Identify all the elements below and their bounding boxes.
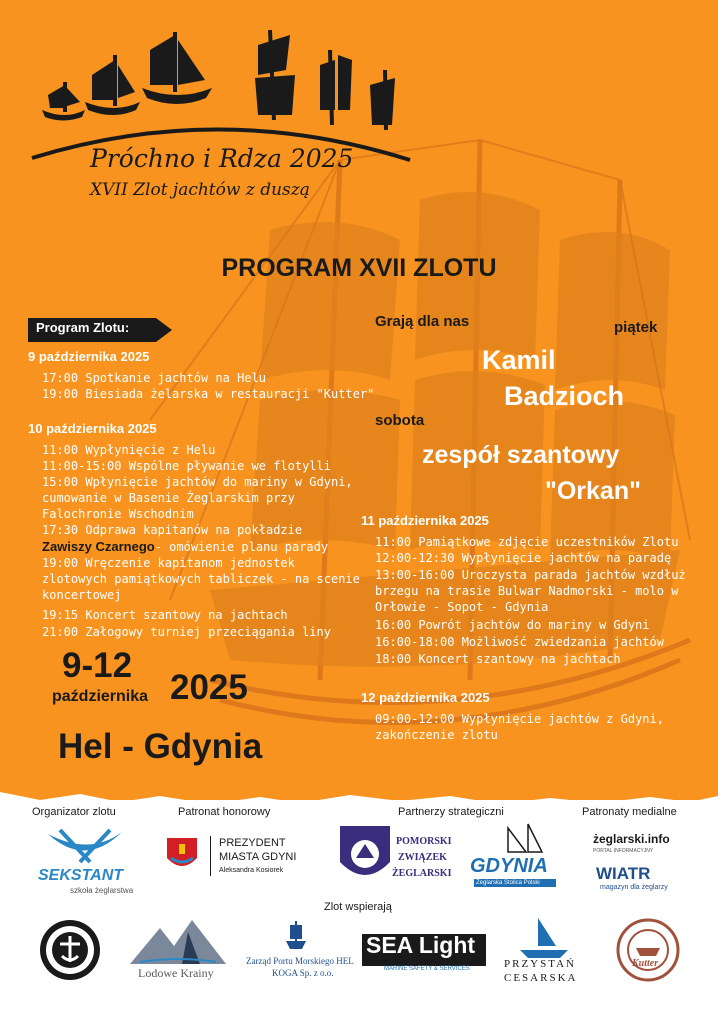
date-range: 9-12 [62,646,133,685]
program-item: 15:00 Wpłynięcie jachtów do mariny w Gdyni, [42,475,353,489]
patronage-header: Patronat honorowy [178,806,271,818]
gdynia-tagline: Żeglarska Stolica Polski [474,879,556,887]
sekstant-logo [40,826,130,868]
program-item: zlotowych pamiątkowych tabliczek - na scenie [42,572,360,586]
program-item: 19:00 Biesiada żelarska w restauracji "Kutter" [42,387,375,401]
zeglarski-tagline: PORTAL INFORMACYJNY [593,848,654,854]
gdynia-ship-icon [498,822,546,858]
friday-artist-line2: Badzioch [504,381,625,411]
program-item: 12:00-12:30 Wypłynięcie jachtów na paradę [375,551,672,565]
program-item: 19:15 Koncert szantowy na jachtach [42,608,288,622]
route: Hel - Gdynia [58,727,263,766]
program-item: 13:00-16:00 Uroczysta parada jachtów wzdłuż [375,568,686,582]
program-item: Falochronie Wschodnim [42,507,194,521]
saturday-artist-line1: zespół szantowy [422,441,620,469]
media-header: Patronaty medialne [582,806,677,818]
event-subtitle: XVII Zlot jachtów z duszą [90,180,310,200]
date-month: października [52,688,149,705]
program-item: 11:00-15:00 Wspólne pływanie we flotylli [42,459,331,473]
program-item: 09:00-12:00 Wypłynięcie jachtów z Gdyni, [375,712,664,726]
przystan-line1: PRZYSTAŃ [504,958,576,970]
president-line1: PREZYDENT [219,837,286,849]
pozz-line3: ŻEGLARSKI [392,868,452,879]
friday-artist-line1: Kamil [482,345,556,375]
program-item: brzegu na trasie Bulwar Nadmorski - molo w [375,584,679,598]
president-name: Aleksandra Kosiorek [219,867,284,874]
saturday-label: sobota [375,412,425,429]
club-badge-icon [38,918,102,982]
program-item: 16:00 Powrót jachtów do mariny w Gdyni [375,618,650,632]
program-item: 17:30 Odprawa kapitanów na pokładzie [42,523,303,537]
program-item: cumowanie w Basenie Żeglarskim przy [42,491,295,505]
przystan-sail-icon [516,916,572,960]
koga-ship-icon [282,921,310,953]
event-name: Próchno i Rdza 2025 [90,144,354,173]
support-header: Zlot wspierają [324,901,392,913]
lodowe-name: Lodowe Krainy [138,966,214,980]
day-heading: 11 października 2025 [361,513,489,528]
day-heading: 9 października 2025 [28,349,150,364]
program-item-emphasis [42,539,328,555]
program-item: 17:00 Spotkanie jachtów na Helu [42,371,266,385]
lodowe-krainy-mountains-icon [130,916,226,966]
partners-header: Partnerzy strategiczni [398,806,504,818]
wiatr-tagline: magazyn dla żeglarzy [600,884,668,891]
president-line2: MIASTA GDYNI [219,851,297,863]
program-item: 18:00 Koncert szantowy na jachtach [375,652,621,666]
gdynia-coat-of-arms-icon [165,836,199,874]
zeglarski-name: żeglarski.info [593,832,670,846]
organizer-header: Organizator zlotu [32,806,116,818]
program-item: koncertowej [42,588,122,602]
program-item: 19:00 Wręczenie kapitanom jednostek [42,556,295,570]
pozz-line2: ZWIĄZEK [398,852,447,863]
saturday-artist-line2: "Orkan" [545,477,641,505]
emphasis-rest: - omówienie planu parady [154,540,329,554]
date-year: 2025 [170,668,248,707]
pozz-emblem-icon [336,822,394,890]
przystan-line2: CESARSKA [504,972,578,984]
day-heading: 12 października 2025 [361,690,490,705]
program-banner-label: Program Zlotu: [36,320,130,335]
sealight-name: SEA Light [366,932,476,958]
program-item: 11:00 Wypłynięcie z Helu [42,443,216,457]
sealight-tagline: MARINE SAFETY & SERVICES [384,966,470,972]
friday-label: piątek [614,319,658,336]
program-item: zakończenie zlotu [375,728,498,742]
pozz-line1: POMORSKI [396,836,452,847]
program-title: PROGRAM XVII ZLOTU [221,254,497,282]
koga-line2: KOGA Sp. z o.o. [272,968,334,978]
program-item: 11:00 Pamiątkowe zdjęcie uczestników Zlotu [375,535,679,549]
program-item: 21:00 Załogowy turniej przeciągania liny [42,625,331,639]
program-item: 16:00-18:00 Możliwość zwiedzania jachtów [375,635,664,649]
program-item: Orłowie - Sopot - Gdynia [375,600,549,614]
sekstant-tagline: szkoła żeglarstwa [70,886,134,895]
wiatr-name: WIATR [596,864,651,883]
day-heading: 10 października 2025 [28,421,157,436]
koga-line1: Zarząd Portu Morskiego HEL [246,956,354,966]
music-heading: Grają dla nas [375,313,470,330]
kutter-seal-icon [616,918,680,982]
kutter-name: Kutter [632,958,659,969]
sekstant-name: SEKSTANT [38,867,124,884]
divider [210,836,211,876]
ship-name: Zawiszy Czarnego [42,539,155,554]
gdynia-name: GDYNIA [470,855,548,877]
